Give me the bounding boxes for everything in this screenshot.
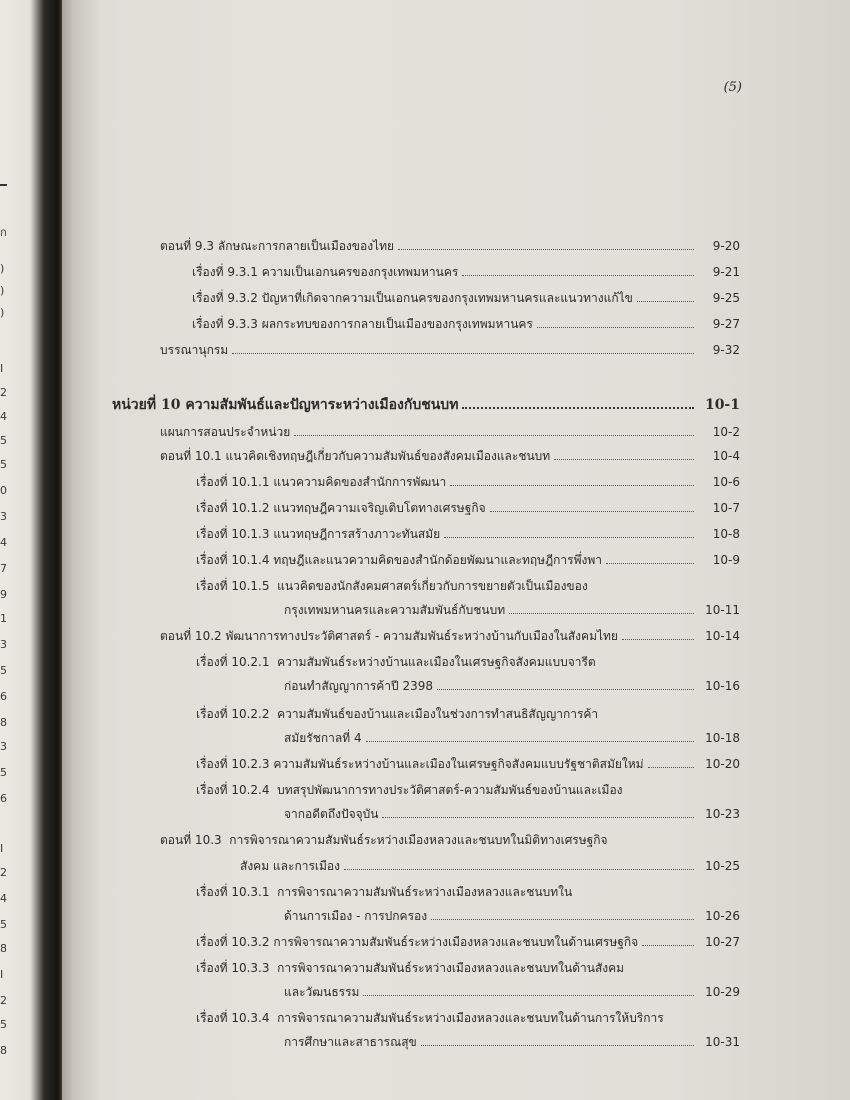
toc-leader bbox=[537, 314, 694, 328]
toc-title: บรรณานุกรม bbox=[160, 343, 229, 357]
toc-title: ความเป็นเอกนครของกรุงเทพมหานคร bbox=[261, 265, 459, 279]
toc-topic-entry bbox=[196, 932, 740, 952]
toc-title: แนวทฤษฎีการสร้างภาวะทันสมัย bbox=[273, 527, 441, 541]
toc-title: แนวทฤษฎีความเจริญเติบโตทางเศรษฐกิจ bbox=[273, 501, 486, 515]
toc-page: 9-25 bbox=[712, 291, 740, 305]
toc-leader bbox=[606, 550, 694, 564]
toc-leader bbox=[490, 498, 694, 512]
edge-mark: 4 bbox=[0, 410, 7, 423]
toc-topic-entry bbox=[196, 882, 572, 902]
toc-title: การพิจารณาความสัมพันธ์ระหว่างเมืองหลวงและชนบทใน bbox=[277, 885, 573, 899]
toc-leader bbox=[294, 422, 694, 436]
toc-title-continuation: ด้านการเมือง - การปกครอง bbox=[284, 909, 428, 923]
toc-title-continuation: กรุงเทพมหานครและความสัมพันธ์กับชนบท bbox=[284, 603, 506, 617]
toc-label: เรื่องที่ 10.1.5 bbox=[196, 579, 270, 593]
toc-leader bbox=[622, 626, 694, 640]
toc-topic-entry bbox=[196, 704, 598, 724]
book-gutter bbox=[0, 0, 62, 1100]
edge-mark: 5 bbox=[0, 664, 7, 677]
toc-bibliography-entry bbox=[160, 340, 740, 360]
toc-leader bbox=[437, 676, 694, 690]
toc-label: เรื่องที่ 9.3.3 bbox=[192, 317, 258, 331]
toc-title: ความสัมพันธ์ของบ้านและเมืองในช่วงการทำสนธิสัญญาการค้า bbox=[277, 707, 599, 721]
toc-page: 10-26 bbox=[705, 909, 740, 923]
edge-mark: 8 bbox=[0, 716, 7, 729]
edge-mark: I bbox=[0, 362, 4, 375]
toc-title: ผลกระทบของการกลายเป็นเมืองของกรุงเทพมหานคร bbox=[261, 317, 533, 331]
edge-mark: 3 bbox=[0, 740, 7, 753]
edge-mark: 7 bbox=[0, 562, 7, 575]
toc-leader bbox=[421, 1032, 694, 1046]
toc-page: 9-27 bbox=[712, 317, 740, 331]
toc-topic-entry bbox=[196, 780, 623, 800]
toc-title: แนวความคิดของสำนักการพัฒนา bbox=[273, 475, 447, 489]
toc-label: เรื่องที่ 10.2.2 bbox=[196, 707, 270, 721]
toc-label: เรื่องที่ 10.3.2 bbox=[196, 935, 270, 949]
toc-title: แนวคิดของนักสังคมศาสตร์เกี่ยวกับการขยายตัวเป็นเมืองของ bbox=[277, 579, 588, 593]
toc-continuation bbox=[284, 982, 740, 1002]
toc-leader bbox=[450, 472, 694, 486]
toc-title: แนวคิดเชิงทฤษฎีเกี่ยวกับความสัมพันธ์ของสังคมเมืองและชนบท bbox=[225, 449, 551, 463]
toc-title-continuation: ก่อนทำสัญญาการค้าปี 2398 bbox=[284, 679, 434, 693]
toc-title: บทสรุปพัฒนาการทางประวัติศาสตร์-ความสัมพันธ์ของบ้านและเมือง bbox=[277, 783, 623, 797]
toc-label: เรื่องที่ 10.2.1 bbox=[196, 655, 270, 669]
toc-page: 10-14 bbox=[705, 629, 740, 643]
toc-leader bbox=[642, 932, 694, 946]
toc-continuation bbox=[284, 804, 740, 824]
toc-plan-entry bbox=[160, 422, 740, 442]
edge-mark: 2 bbox=[0, 386, 7, 399]
toc-title-continuation: จากอดีตถึงปัจจุบัน bbox=[284, 807, 379, 821]
toc-title: พัฒนาการทางประวัติศาสตร์ - ความสัมพันธ์ระหว่างบ้านกับเมืองในสังคมไทย bbox=[225, 629, 618, 643]
toc-leader bbox=[366, 728, 694, 742]
edge-mark: 8 bbox=[0, 942, 7, 955]
toc-title: ความสัมพันธ์และปัญหาระหว่างเมืองกับชนบท bbox=[185, 397, 459, 413]
toc-title: ความสัมพันธ์ระหว่างบ้านและเมืองในเศรษฐกิจสังคมแบบจารีต bbox=[277, 655, 596, 669]
edge-mark: 4 bbox=[0, 892, 7, 905]
edge-mark: 2 bbox=[0, 994, 7, 1007]
toc-page: 10-9 bbox=[712, 553, 740, 567]
toc-label: ตอนที่ 10.2 bbox=[160, 629, 222, 643]
toc-topic-entry bbox=[192, 262, 740, 282]
toc-leader bbox=[398, 236, 694, 250]
toc-title: ทฤษฎีและแนวความคิดของสำนักด้อยพัฒนาและทฤษฎีการพึ่งพา bbox=[273, 553, 602, 567]
toc-label: เรื่องที่ 10.1.1 bbox=[196, 475, 270, 489]
edge-mark: I bbox=[0, 968, 4, 981]
edge-mark: 5 bbox=[0, 766, 7, 779]
toc-continuation bbox=[240, 856, 740, 876]
toc-leader bbox=[554, 446, 694, 460]
toc-topic-entry bbox=[192, 288, 740, 308]
edge-mark: 3 bbox=[0, 510, 7, 523]
toc-section-entry bbox=[160, 830, 608, 850]
toc-page: 9-21 bbox=[712, 265, 740, 279]
toc-continuation bbox=[284, 728, 740, 748]
toc-page: 10-16 bbox=[705, 679, 740, 693]
toc-label: ตอนที่ 10.3 bbox=[160, 833, 222, 847]
toc-label: เรื่องที่ 10.3.4 bbox=[196, 1011, 270, 1025]
toc-page: 10-31 bbox=[705, 1035, 740, 1049]
toc-topic-entry bbox=[196, 472, 740, 492]
edge-mark: ) bbox=[0, 262, 5, 275]
toc-title: การพิจารณาความสัมพันธ์ระหว่างเมืองหลวงและชนบทในมิติทางเศรษฐกิจ bbox=[229, 833, 608, 847]
edge-mark: 8 bbox=[0, 1044, 7, 1057]
toc-topic-entry bbox=[196, 524, 740, 544]
toc-label: เรื่องที่ 9.3.1 bbox=[192, 265, 258, 279]
toc-label: เรื่องที่ 10.1.3 bbox=[196, 527, 270, 541]
toc-topic-entry bbox=[196, 1008, 664, 1028]
edge-mark: ) bbox=[0, 306, 5, 319]
toc-leader bbox=[637, 288, 694, 302]
toc-leader bbox=[462, 262, 694, 276]
toc-page: 10-11 bbox=[705, 603, 740, 617]
toc-label: ตอนที่ 10.1 bbox=[160, 449, 222, 463]
toc-continuation bbox=[284, 600, 740, 620]
toc-page: 10-25 bbox=[705, 859, 740, 873]
edge-mark: 5 bbox=[0, 1018, 7, 1031]
toc-label: หน่วยที่ 10 bbox=[112, 397, 181, 413]
toc-label: เรื่องที่ 10.3.3 bbox=[196, 961, 270, 975]
toc-section-entry bbox=[160, 446, 740, 466]
toc-topic-entry bbox=[192, 314, 740, 334]
toc-leader bbox=[382, 804, 694, 818]
toc-page: 10-1 bbox=[704, 397, 740, 413]
toc-title-continuation: และวัฒนธรรม bbox=[284, 985, 360, 999]
edge-mark: ก bbox=[0, 226, 7, 239]
toc-title-continuation: สมัยรัชกาลที่ 4 bbox=[284, 731, 362, 745]
toc-continuation bbox=[284, 676, 740, 696]
toc-page: 10-29 bbox=[705, 985, 740, 999]
toc-section-entry bbox=[160, 236, 740, 256]
edge-mark: ) bbox=[0, 284, 5, 297]
toc-leader bbox=[363, 982, 694, 996]
edge-mark: 5 bbox=[0, 918, 7, 931]
toc-topic-entry bbox=[196, 576, 588, 596]
toc-title: การพิจารณาความสัมพันธ์ระหว่างเมืองหลวงและชนบทในด้านการให้บริการ bbox=[277, 1011, 664, 1025]
toc-topic-entry bbox=[196, 754, 740, 774]
toc-leader bbox=[232, 340, 694, 354]
edge-mark: 0 bbox=[0, 484, 7, 497]
toc-label: เรื่องที่ 10.2.3 bbox=[196, 757, 270, 771]
toc-page: 10-4 bbox=[712, 449, 740, 463]
edge-mark: 5 bbox=[0, 458, 7, 471]
toc-page: 9-32 bbox=[712, 343, 740, 357]
toc-title: ปัญหาที่เกิดจากความเป็นเอกนครของกรุงเทพมหานครและแนวทางแก้ไข bbox=[261, 291, 633, 305]
toc-label: เรื่องที่ 9.3.2 bbox=[192, 291, 258, 305]
toc-leader bbox=[462, 393, 694, 409]
edge-mark: I bbox=[0, 842, 4, 855]
toc-leader bbox=[509, 600, 694, 614]
toc-page: 10-6 bbox=[712, 475, 740, 489]
toc-topic-entry bbox=[196, 958, 624, 978]
toc-title-continuation: สังคม และการเมือง bbox=[240, 859, 340, 873]
toc-page: 10-8 bbox=[712, 527, 740, 541]
book-page bbox=[62, 0, 850, 1100]
toc-title: แผนการสอนประจำหน่วย bbox=[160, 425, 291, 439]
toc-title: ลักษณะการกลายเป็นเมืองของไทย bbox=[217, 239, 395, 253]
toc-leader bbox=[431, 906, 694, 920]
edge-mark: 4 bbox=[0, 536, 7, 549]
toc-title: การพิจารณาความสัมพันธ์ระหว่างเมืองหลวงและชนบทในด้านเศรษฐกิจ bbox=[273, 935, 639, 949]
edge-mark: 3 bbox=[0, 638, 7, 651]
edge-mark: 9 bbox=[0, 588, 7, 601]
toc-topic-entry bbox=[196, 550, 740, 570]
edge-mark: 2 bbox=[0, 866, 7, 879]
toc-topic-entry bbox=[196, 498, 740, 518]
toc-topic-entry bbox=[196, 652, 596, 672]
toc-page: 10-7 bbox=[712, 501, 740, 515]
gutter-mark bbox=[0, 184, 7, 186]
toc-leader bbox=[648, 754, 694, 768]
edge-mark: 6 bbox=[0, 792, 7, 805]
toc-label: เรื่องที่ 10.1.4 bbox=[196, 553, 270, 567]
toc-page: 9-20 bbox=[712, 239, 740, 253]
toc-title: ความสัมพันธ์ระหว่างบ้านและเมืองในเศรษฐกิจสังคมแบบรัฐชาติสมัยใหม่ bbox=[273, 757, 644, 771]
toc-page: 10-23 bbox=[705, 807, 740, 821]
page-number: (5) bbox=[723, 80, 742, 95]
toc-page: 10-27 bbox=[705, 935, 740, 949]
toc-page: 10-2 bbox=[712, 425, 740, 439]
toc-page: 10-20 bbox=[705, 757, 740, 771]
toc-section-entry bbox=[160, 626, 740, 646]
edge-mark: 5 bbox=[0, 434, 7, 447]
toc-unit-entry bbox=[112, 393, 740, 415]
toc-page: 10-18 bbox=[705, 731, 740, 745]
edge-mark: 6 bbox=[0, 690, 7, 703]
toc-title-continuation: การศึกษาและสาธารณสุข bbox=[284, 1035, 417, 1049]
toc-leader bbox=[344, 856, 694, 870]
toc-leader bbox=[444, 524, 694, 538]
toc-label: เรื่องที่ 10.2.4 bbox=[196, 783, 270, 797]
toc-continuation bbox=[284, 1032, 740, 1052]
toc-label: ตอนที่ 9.3 bbox=[160, 239, 215, 253]
toc-continuation bbox=[284, 906, 740, 926]
toc-title: การพิจารณาความสัมพันธ์ระหว่างเมืองหลวงและชนบทในด้านสังคม bbox=[277, 961, 625, 975]
toc-label: เรื่องที่ 10.1.2 bbox=[196, 501, 270, 515]
edge-mark: 1 bbox=[0, 612, 7, 625]
toc-label: เรื่องที่ 10.3.1 bbox=[196, 885, 270, 899]
